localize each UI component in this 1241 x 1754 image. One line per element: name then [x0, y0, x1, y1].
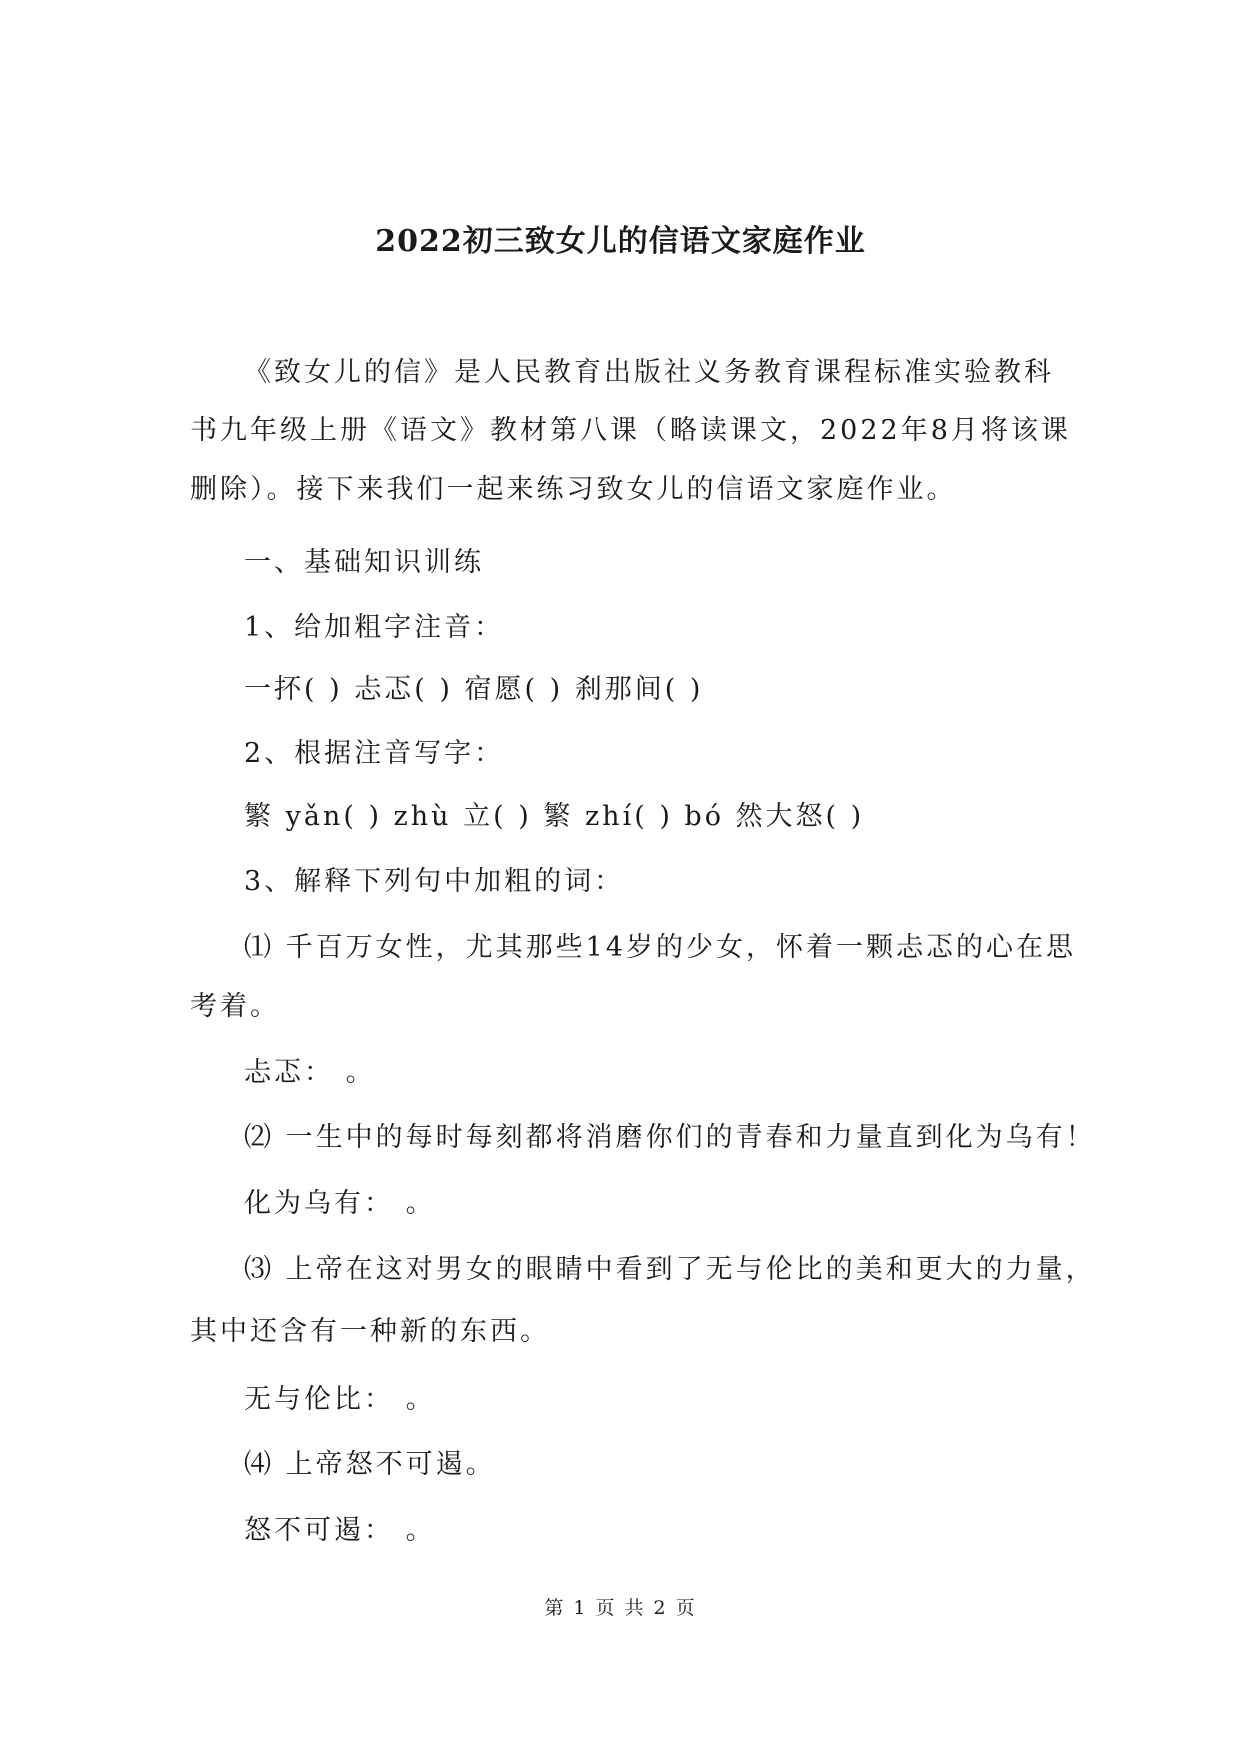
sentence-4: ⑷ 上帝怒不可遏。: [244, 1449, 496, 1480]
sentence-2: ⑵ 一生中的每时每刻都将消磨你们的青春和力量直到化为乌有！: [244, 1122, 1096, 1153]
question-1: 1、给加粗字注音：: [244, 612, 505, 643]
intro-line-2: 书九年级上册《语文》教材第八课（略读课文，2022年8月将该课: [190, 415, 1071, 446]
sentence-3-line-2: 其中还含有一种新的东西。: [190, 1316, 550, 1347]
answer-4: 怒不可遏： 。: [244, 1515, 436, 1546]
intro-line-1: 《致女儿的信》是人民教育出版社义务教育课程标准实验教科: [244, 357, 1054, 388]
sentence-1-line-1: ⑴ 千百万女性，尤其那些14岁的少女，怀着一颗忐忑的心在思: [244, 932, 1076, 963]
section-heading: 一、基础知识训练: [244, 547, 484, 578]
sentence-3-line-1: ⑶ 上帝在这对男女的眼睛中看到了无与伦比的美和更大的力量，: [244, 1254, 1096, 1285]
question-2-items: 繁 yǎn( ) zhù 立( ) 繁 zhí( ) bó 然大怒( ): [244, 801, 865, 832]
question-2: 2、根据注音写字：: [244, 738, 505, 769]
intro-line-3: 删除）。接下来我们一起来练习致女儿的信语文家庭作业。: [190, 474, 957, 505]
answer-1: 忐忑： 。: [244, 1057, 376, 1088]
question-1-items: 一抔( ) 忐忑( ) 宿愿( ) 刹那间( ): [244, 674, 704, 705]
answer-2: 化为乌有： 。: [244, 1188, 436, 1219]
answer-3: 无与伦比： 。: [244, 1384, 436, 1415]
sentence-1-line-2: 考着。: [190, 991, 280, 1022]
document-title: 2022初三致女儿的信语文家庭作业: [375, 224, 866, 259]
question-3: 3、解释下列句中加粗的词：: [244, 866, 625, 897]
page-number: 第 1 页 共 2 页: [544, 1597, 697, 1619]
